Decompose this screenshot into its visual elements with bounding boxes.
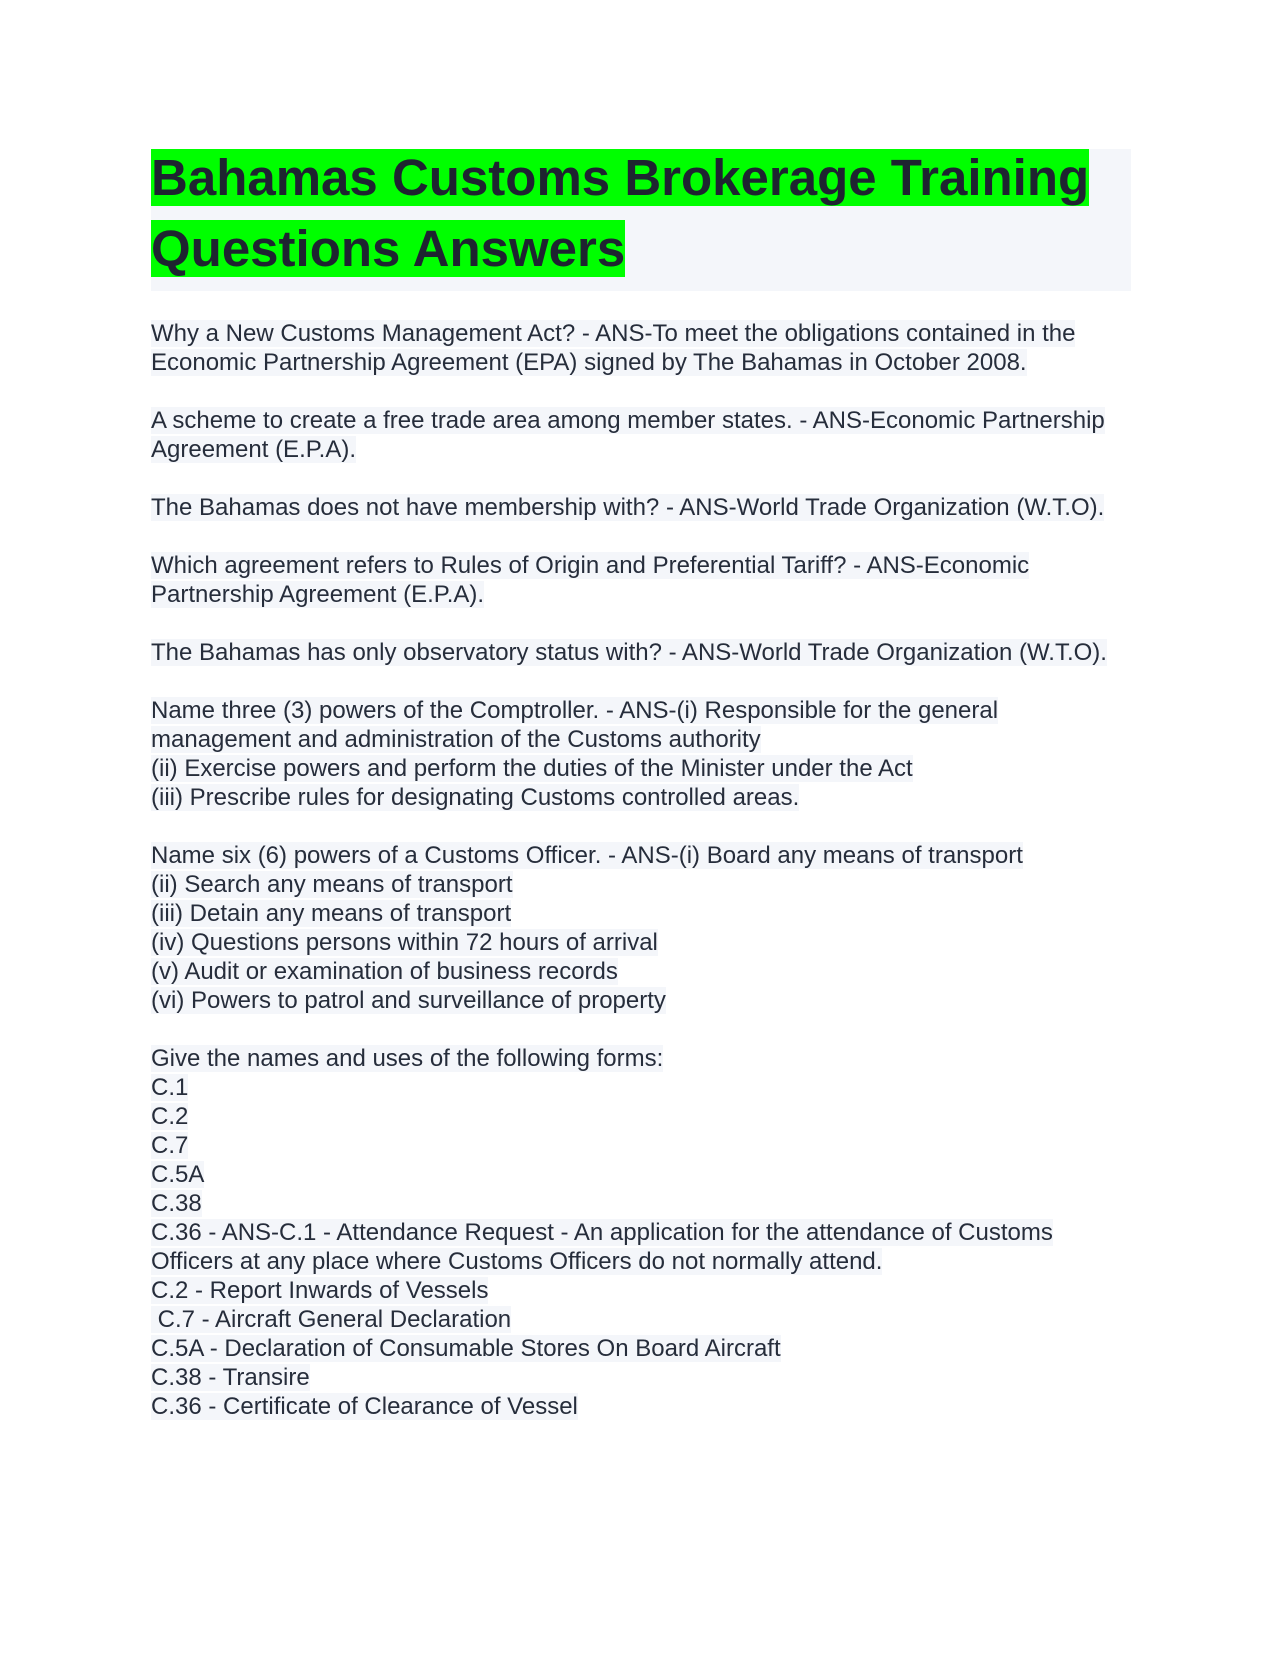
qa-list — [151, 319, 1131, 1421]
qa-item — [151, 493, 1131, 522]
qa-item — [151, 841, 1131, 1015]
qa-line: (iii) Prescribe rules for designating Customs controlled areas. — [151, 784, 800, 811]
qa-line: (iv) Questions persons within 72 hours of arrival — [151, 929, 658, 956]
qa-line: Give the names and uses of the following forms: — [151, 1045, 664, 1072]
qa-line: C.36 - Certificate of Clearance of Vessel — [151, 1393, 578, 1420]
qa-line: The Bahamas does not have membership with? - ANS-World Trade Organization (W.T.O). — [151, 494, 1105, 521]
qa-line: C.5A - Declaration of Consumable Stores On Board Aircraft — [151, 1335, 781, 1362]
qa-line: The Bahamas has only observatory status with? - ANS-World Trade Organization (W.T.O). — [151, 639, 1107, 666]
qa-line: C.1 — [151, 1074, 189, 1101]
qa-line: C.2 — [151, 1103, 189, 1130]
qa-item — [151, 319, 1131, 377]
qa-line: C.38 - Transire — [151, 1364, 310, 1391]
qa-line: C.7 — [151, 1132, 189, 1159]
qa-line: C.2 - Report Inwards of Vessels — [151, 1277, 489, 1304]
qa-line: C.5A — [151, 1161, 205, 1188]
qa-line: C.36 - ANS-C.1 - Attendance Request - An application for the attendance of Customs Officers at any place where Customs Officers do not normally attend. — [151, 1219, 1053, 1275]
qa-item — [151, 638, 1131, 667]
qa-line: Which agreement refers to Rules of Origin and Preferential Tariff? - ANS-Economic Partnership Agreement (E.P.A). — [151, 552, 1030, 608]
qa-item — [151, 1044, 1131, 1421]
title-line-2: Questions Answers — [151, 220, 626, 277]
qa-line: C.38 — [151, 1190, 202, 1217]
qa-line: Name six (6) powers of a Customs Officer. - ANS-(i) Board any means of transport — [151, 842, 1023, 869]
qa-item — [151, 406, 1131, 464]
document-page — [151, 149, 1131, 1450]
qa-line: Why a New Customs Management Act? - ANS-To meet the obligations contained in the Economic Partnership Agreement (EPA) signed by The Bahamas in October 2008. — [151, 320, 1076, 376]
title-line-1: Bahamas Customs Brokerage Training — [151, 149, 1090, 206]
qa-item — [151, 696, 1131, 812]
qa-line: (iii) Detain any means of transport — [151, 900, 512, 927]
document-title — [151, 149, 1131, 291]
qa-line: Name three (3) powers of the Comptroller. - ANS-(i) Responsible for the general management and administration of the Customs authority — [151, 697, 999, 753]
qa-line: (vi) Powers to patrol and surveillance of property — [151, 987, 666, 1014]
qa-line: C.7 - Aircraft General Declaration — [151, 1306, 512, 1333]
qa-line: (v) Audit or examination of business records — [151, 958, 618, 985]
qa-line: A scheme to create a free trade area among member states. - ANS-Economic Partnership Agreement (E.P.A). — [151, 407, 1105, 463]
qa-item — [151, 551, 1131, 609]
qa-line: (ii) Search any means of transport — [151, 871, 513, 898]
qa-line: (ii) Exercise powers and perform the duties of the Minister under the Act — [151, 755, 913, 782]
